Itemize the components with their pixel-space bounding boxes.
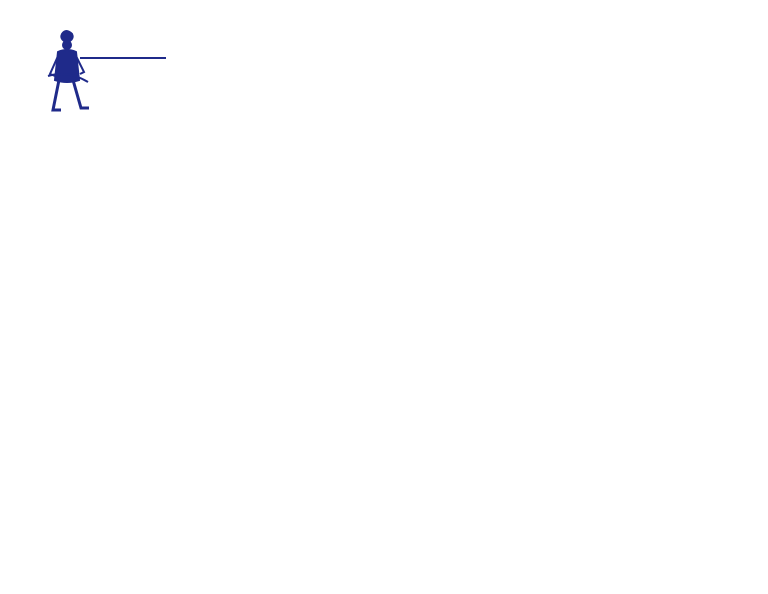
bakery-logo <box>40 28 200 123</box>
baker-figure-icon <box>44 28 94 118</box>
